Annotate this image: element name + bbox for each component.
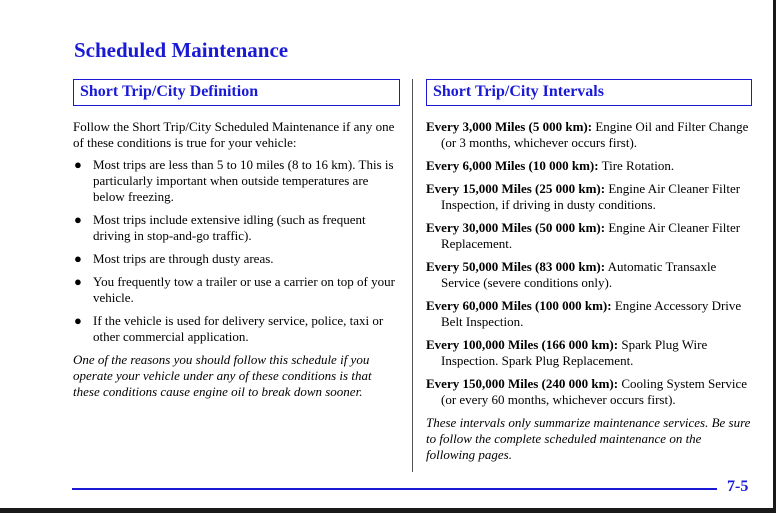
condition-text: Most trips are less than 5 to 10 miles (8 to 16 km). This is particularly important when outside temperatures are below freezing. xyxy=(93,157,394,204)
definition-column xyxy=(73,79,400,400)
footer-rule xyxy=(72,488,717,490)
interval-text: Engine Oil and Filter Change (or 3 months, whichever occurs first). xyxy=(441,119,749,150)
intervals-heading: Short Trip/City Intervals xyxy=(426,79,752,106)
interval-miles: Every 3,000 Miles (5 000 km): xyxy=(426,119,593,134)
interval-miles: Every 15,000 Miles (25 000 km): xyxy=(426,181,606,196)
bullet-icon: ● xyxy=(74,157,82,172)
page-title: Scheduled Maintenance xyxy=(74,38,289,62)
bullet-icon: ● xyxy=(74,212,82,227)
interval-item xyxy=(426,337,752,369)
definition-intro: Follow the Short Trip/City Scheduled Maintenance if any one of these conditions is true for your vehicle: xyxy=(73,119,395,150)
interval-item xyxy=(426,259,752,291)
definition-closing: One of the reasons you should follow this schedule if you operate your vehicle under any of these conditions is that these conditions cause engine oil to break down sooner. xyxy=(73,352,372,399)
bullet-icon: ● xyxy=(74,251,82,266)
interval-miles: Every 50,000 Miles (83 000 km): xyxy=(426,259,606,274)
condition-text: You frequently tow a trailer or use a carrier on top of your vehicle. xyxy=(93,274,395,305)
condition-item xyxy=(73,274,400,306)
condition-item xyxy=(73,212,400,244)
condition-text: If the vehicle is used for delivery service, police, taxi or other commercial application. xyxy=(93,313,384,344)
interval-item xyxy=(426,220,752,252)
page-number: 7-5 xyxy=(727,478,749,495)
interval-text: Engine Air Cleaner Filter Replacement. xyxy=(441,220,741,251)
interval-text: Tire Rotation. xyxy=(601,158,675,173)
condition-item xyxy=(73,313,400,345)
interval-text: Engine Air Cleaner Filter Inspection, if driving in dusty conditions. xyxy=(441,181,741,212)
condition-item xyxy=(73,157,400,205)
interval-item xyxy=(426,376,752,408)
interval-text: Automatic Transaxle Service (severe conditions only). xyxy=(441,259,717,290)
intervals-note: These intervals only summarize maintenance services. Be sure to follow the complete scheduled maintenance on the following pages. xyxy=(426,415,751,462)
interval-list xyxy=(426,119,752,408)
interval-miles: Every 100,000 Miles (166 000 km): xyxy=(426,337,619,352)
interval-miles: Every 6,000 Miles (10 000 km): xyxy=(426,158,599,173)
interval-text: Cooling System Service (or every 60 months, whichever occurs first). xyxy=(441,376,748,407)
interval-miles: Every 30,000 Miles (50 000 km): xyxy=(426,220,606,235)
interval-text: Engine Accessory Drive Belt Inspection. xyxy=(441,298,742,329)
interval-item xyxy=(426,119,752,151)
condition-text: Most trips include extensive idling (such as frequent driving in stop-and-go traffic). xyxy=(93,212,366,243)
bullet-icon: ● xyxy=(74,313,82,328)
interval-text: Spark Plug Wire Inspection. Spark Plug Replacement. xyxy=(441,337,708,368)
bullet-icon: ● xyxy=(74,274,82,289)
interval-item xyxy=(426,158,752,174)
condition-text: Most trips are through dusty areas. xyxy=(93,251,274,266)
condition-item xyxy=(73,251,400,267)
interval-miles: Every 150,000 Miles (240 000 km): xyxy=(426,376,619,391)
definition-heading: Short Trip/City Definition xyxy=(73,79,400,106)
column-divider xyxy=(412,79,413,472)
intervals-column xyxy=(426,79,752,463)
condition-list xyxy=(73,157,400,345)
interval-item xyxy=(426,298,752,330)
interval-item xyxy=(426,181,752,213)
interval-miles: Every 60,000 Miles (100 000 km): xyxy=(426,298,612,313)
